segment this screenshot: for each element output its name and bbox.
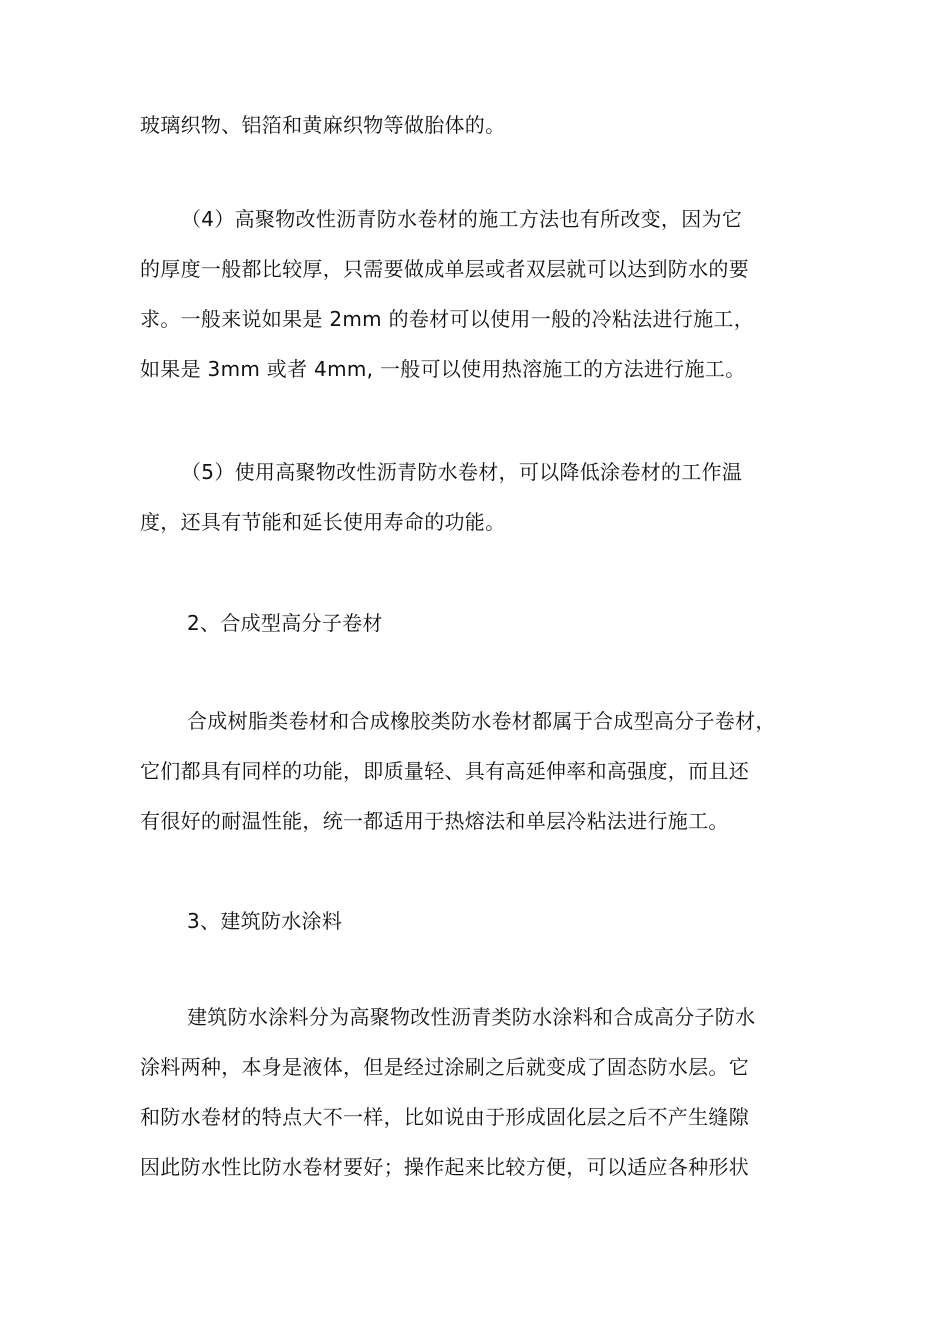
text-line: 建筑防水涂料分为高聚物改性沥青类防水涂料和合成高分子防水: [187, 1005, 756, 1029]
text-line: 涂料两种，本身是液体，但是经过涂刷之后就变成了固态防水层。它: [140, 1055, 749, 1079]
text-line: 因此防水性比防水卷材要好；操作起来比较方便，可以适应各种形状: [140, 1155, 749, 1179]
text-line: 求。一般来说如果是 2mm 的卷材可以使用一般的冷粘法进行施工，: [140, 307, 755, 331]
text-line: 玻璃织物、铝箔和黄麻织物等做胎体的。: [140, 113, 506, 137]
text-line: 它们都具有同样的功能，即质量轻、具有高延伸率和高强度，而且还: [140, 759, 749, 783]
section-heading: 2、合成型高分子卷材: [187, 611, 383, 635]
text-line: （4）高聚物改性沥青防水卷材的施工方法也有所改变，因为它: [181, 207, 743, 231]
text-line: 度，还具有节能和延长使用寿命的功能。: [140, 510, 506, 534]
section-heading: 3、建筑防水涂料: [187, 909, 343, 933]
text-line: 合成树脂类卷材和合成橡胶类防水卷材都属于合成型高分子卷材，: [187, 709, 776, 733]
text-line: 的厚度一般都比较厚，只需要做成单层或者双层就可以达到防水的要: [140, 257, 749, 281]
text-line: 和防水卷材的特点大不一样，比如说由于形成固化层之后不产生缝隙: [140, 1105, 749, 1129]
text-line: 如果是 3mm 或者 4mm, 一般可以使用热溶施工的方法进行施工。: [140, 357, 746, 381]
text-line: （5）使用高聚物改性沥青防水卷材，可以降低涂卷材的工作温: [181, 460, 743, 484]
text-line: 有很好的耐温性能，统一都适用于热熔法和单层冷粘法进行施工。: [140, 809, 729, 833]
